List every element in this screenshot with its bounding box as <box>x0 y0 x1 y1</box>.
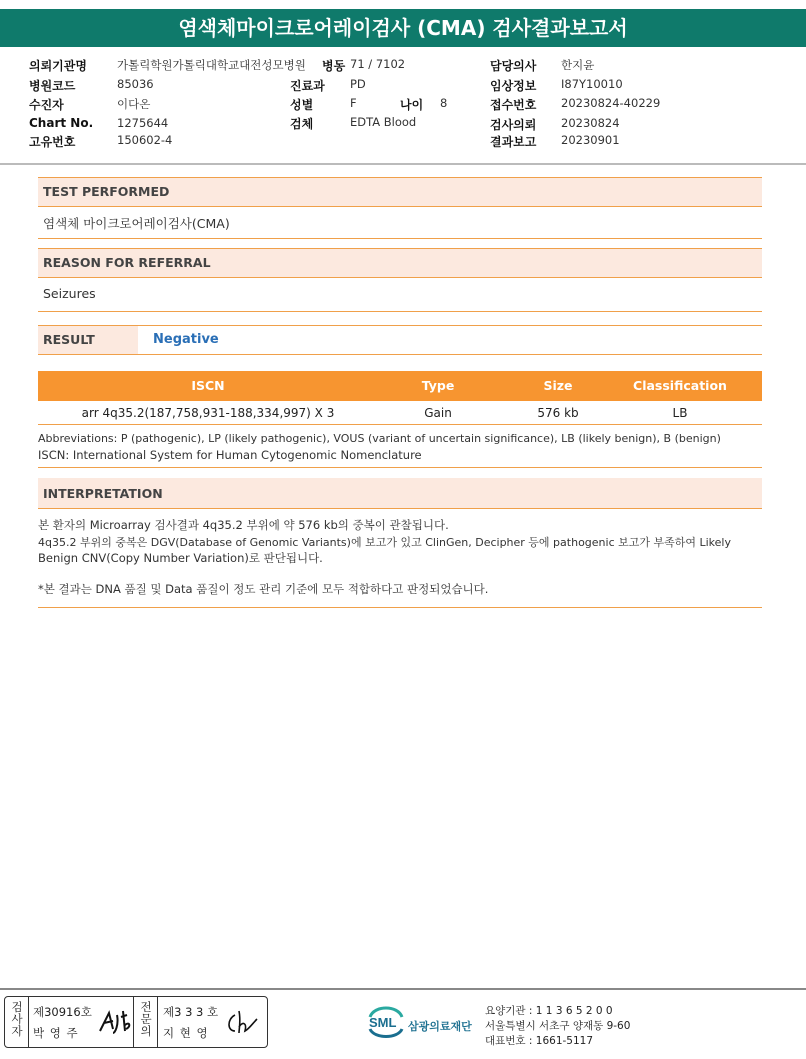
examiner-number: 제30916호 <box>33 1005 92 1019</box>
patient-label: 수진자 <box>29 98 64 112</box>
specialist-signature-icon <box>225 1007 261 1037</box>
unique-label: 고유번호 <box>29 135 76 149</box>
abbreviations-line1: Abbreviations: P (pathogenic), LP (likely pathogenic), VOUS (variant of uncertain significance), LB (likely benign), B (benign) <box>38 432 721 445</box>
report-title: 염색체마이크로어레이검사 (CMA) 검사결과보고서 <box>0 9 806 47</box>
header-iscn: ISCN <box>191 378 225 393</box>
interpretation-note: *본 결과는 DNA 품질 및 Data 품질이 정도 관리 기준에 모두 적합하다고 판정되었습니다. <box>38 582 489 596</box>
report-date-value: 20230901 <box>561 133 620 147</box>
dept-value: PD <box>350 77 366 91</box>
specialist-number: 제3 3 3 호 <box>163 1005 219 1019</box>
institution-code: 요양기관 : 1 1 3 6 5 2 0 0 <box>485 1005 613 1017</box>
sml-logo-text: SML <box>369 1015 397 1030</box>
header-divider <box>0 163 806 165</box>
hospital-code-label: 병원코드 <box>29 79 76 93</box>
examiner-signature-icon <box>97 1007 133 1037</box>
specialist-label: 전문의 <box>140 1000 152 1038</box>
examiner-label: 검사자 <box>11 1000 23 1038</box>
doctor-label: 담당의사 <box>490 59 537 73</box>
institution-label: 의뢰기관명 <box>29 59 87 73</box>
lab-name: 삼광의료재단 <box>408 1020 472 1033</box>
test-performed-value: 염색체 마이크로어레이검사(CMA) <box>43 216 230 231</box>
chart-value: 1275644 <box>117 116 169 130</box>
result-value: Negative <box>153 332 219 347</box>
institution-value: 가톨릭학원가톨릭대학교대전성모병원 <box>117 58 306 72</box>
lab-phone: 대표번호 : 1661-5117 <box>485 1035 594 1047</box>
examiner-column <box>5 997 29 1047</box>
footer-divider <box>0 988 806 990</box>
test-performed-heading: TEST PERFORMED <box>38 177 762 207</box>
clinical-label: 임상정보 <box>490 79 537 93</box>
receipt-value: 20230824-40229 <box>561 96 661 110</box>
interpretation-line3: Benign CNV(Copy Number Variation)로 판단됩니다. <box>38 551 323 565</box>
lab-address: 서울특별시 서초구 양재동 9-60 <box>485 1020 631 1032</box>
doctor-column <box>134 997 158 1047</box>
specimen-label: 검체 <box>290 117 314 131</box>
divider <box>38 311 762 312</box>
chart-label: Chart No. <box>29 116 94 130</box>
divider <box>38 467 762 468</box>
divider <box>38 607 762 608</box>
hospital-code-value: 85036 <box>117 77 154 91</box>
cell-size: 576 kb <box>537 406 579 420</box>
unique-value: 150602-4 <box>117 133 173 147</box>
report-date-label: 결과보고 <box>490 135 537 149</box>
age-value: 8 <box>440 96 448 110</box>
sex-label: 성별 <box>290 98 314 112</box>
specimen-value: EDTA Blood <box>350 115 417 129</box>
cell-iscn: arr 4q35.2(187,758,931-188,334,997) X 3 <box>81 406 335 420</box>
ward-label: 병동 <box>322 59 346 73</box>
sml-logo-icon <box>366 1003 406 1041</box>
request-label: 검사의뢰 <box>490 118 537 132</box>
doctor-value: 한지윤 <box>561 58 595 72</box>
header-type: Type <box>421 378 455 393</box>
receipt-label: 접수번호 <box>490 98 537 112</box>
header-classification: Classification <box>633 378 727 393</box>
table-row <box>38 401 762 425</box>
header-size: Size <box>543 378 573 393</box>
cell-type: Gain <box>424 406 452 420</box>
patient-value: 이다온 <box>117 97 151 111</box>
dept-label: 진료과 <box>290 79 325 93</box>
interpretation-line2: 4q35.2 부위의 중복은 DGV(Database of Genomic Variants)에 보고가 있고 ClinGen, Decipher 등에 pathogenic 보고가 부족하여 Likely <box>38 536 731 549</box>
reason-value: Seizures <box>43 286 96 301</box>
cell-classification: LB <box>672 406 688 420</box>
result-label: RESULT <box>38 326 138 354</box>
interpretation-heading: INTERPRETATION <box>38 478 762 509</box>
reason-heading: REASON FOR REFERRAL <box>38 248 762 278</box>
specialist-name: 지 현 영 <box>163 1026 209 1040</box>
abbreviations-line2: ISCN: International System for Human Cytogenomic Nomenclature <box>38 448 422 462</box>
sex-value: F <box>350 96 357 110</box>
age-label: 나이 <box>400 98 424 112</box>
examiner-name: 박 영 주 <box>33 1026 79 1040</box>
divider <box>38 238 762 239</box>
table-header <box>38 371 762 401</box>
result-row <box>38 325 762 355</box>
ward-value: 71 / 7102 <box>350 57 406 71</box>
interpretation-line1: 본 환자의 Microarray 검사결과 4q35.2 부위에 약 576 kb의 중복이 관찰됩니다. <box>38 518 449 532</box>
signature-box <box>4 996 268 1048</box>
clinical-value: I87Y10010 <box>561 77 623 91</box>
request-value: 20230824 <box>561 116 620 130</box>
